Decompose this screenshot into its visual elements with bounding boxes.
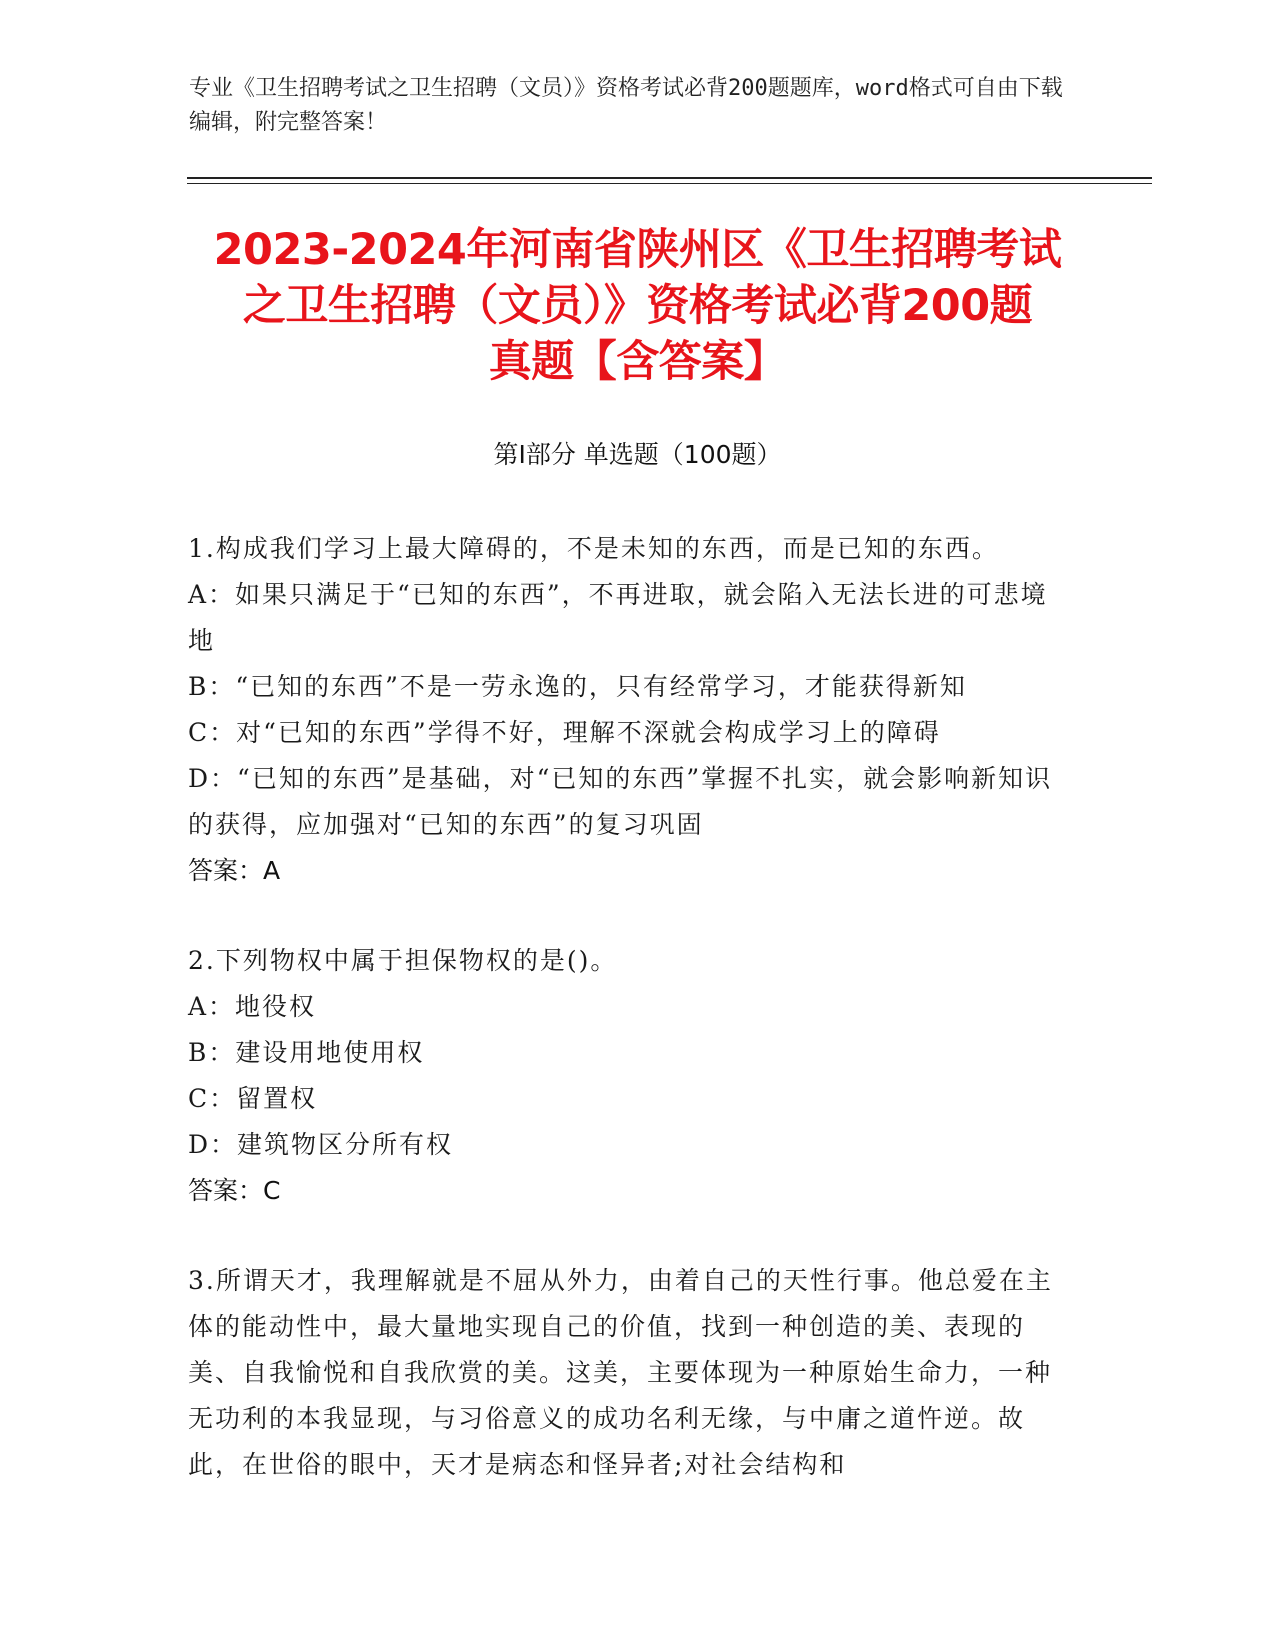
- option-c: C：对“已知的东西”学得不好，理解不深就会构成学习上的障碍: [188, 718, 941, 747]
- question-stem: 2.下列物权中属于担保物权的是()。: [188, 946, 618, 975]
- option-d: D：“已知的东西”是基础，对“已知的东西”掌握不扎实，就会影响新知识的获得，应加强对“已知的东西”的复习巩固: [188, 764, 1053, 839]
- question-1: [188, 526, 1073, 894]
- option-c: C：留置权: [188, 1084, 318, 1113]
- option-a: A：地役权: [188, 992, 317, 1021]
- answer-label: 答案：C: [188, 1176, 281, 1205]
- question-list: [188, 526, 1073, 1532]
- question-stem: 1.构成我们学习上最大障碍的，不是未知的东西，而是已知的东西。: [188, 534, 999, 563]
- option-d: D：建筑物区分所有权: [188, 1130, 454, 1159]
- header-divider-thin: [187, 183, 1152, 184]
- answer-label: 答案：A: [188, 856, 281, 885]
- option-a: A：如果只满足于“已知的东西”，不再进取，就会陷入无法长进的可悲境地: [188, 580, 1048, 655]
- title-line: 真题【含答案】: [488, 337, 787, 387]
- option-b: B：“已知的东西”不是一劳永逸的，只有经常学习，才能获得新知: [188, 672, 967, 701]
- option-b: B：建设用地使用权: [188, 1038, 425, 1067]
- title-line: 之卫生招聘（文员）》资格考试必背200题: [242, 281, 1033, 331]
- document-title: [170, 222, 1105, 390]
- header-divider-thick: [187, 177, 1152, 179]
- question-3: [188, 1258, 1073, 1488]
- question-stem: 3.所谓天才，我理解就是不屈从外力，由着自己的天性行事。他总爱在主体的能动性中，最大量地实现自己的价值，找到一种创造的美、表现的美、自我愉悦和自我欣赏的美。这美，主要体现为一种原始生命力，一种无功利的本我显现，与习俗意义的成功名利无缘，与中庸之道忤逆。故此，在世俗的眼中，天才是病态和怪异者;对社会结构和: [188, 1266, 1053, 1479]
- section-title: 第Ⅰ部分 单选题（100题）: [493, 440, 782, 469]
- header-note: 专业《卫生招聘考试之卫生招聘（文员）》资格考试必背200题题库，word格式可自由下载编辑，附完整答案！: [189, 76, 1063, 135]
- title-line: 2023-2024年河南省陕州区《卫生招聘考试: [213, 225, 1062, 275]
- question-2: [188, 938, 1073, 1214]
